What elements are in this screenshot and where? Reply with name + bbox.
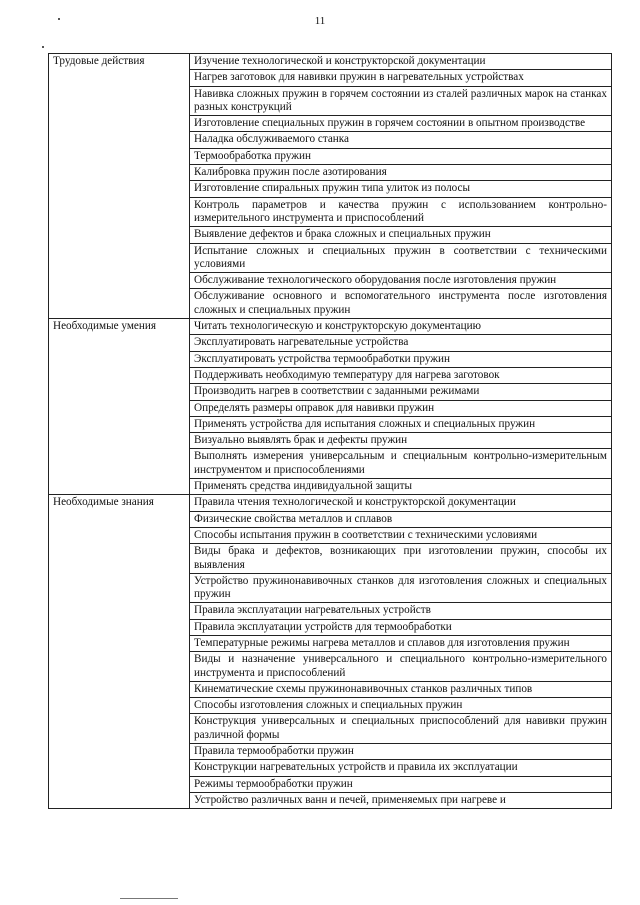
item-cell	[190, 449, 612, 479]
item-cell	[190, 698, 612, 714]
item-cell	[190, 495, 612, 511]
item-text: Виды и назначение универсального и специального контрольно-измерительного инструмента и приспособлений	[194, 653, 607, 679]
section-title-cell	[49, 54, 190, 319]
item-text: Конструкция универсальных и специальных приспособлений для навивки пружин различной формы	[194, 715, 607, 741]
item-text: Визуально выявлять брак и дефекты пружин	[194, 434, 408, 447]
item-cell	[190, 54, 612, 70]
item-cell	[190, 573, 612, 603]
item-text: Термообработка пружин	[194, 149, 311, 162]
table-row	[49, 495, 612, 511]
item-text: Калибровка пружин после азотирования	[194, 166, 387, 179]
item-text: Изготовление специальных пружин в горячем состоянии в опытном производстве	[194, 117, 586, 130]
item-cell	[190, 635, 612, 651]
item-cell	[190, 70, 612, 86]
item-text: Правила термообработки пружин	[194, 745, 354, 758]
item-text: Правила эксплуатации нагревательных устройств	[194, 604, 431, 617]
section-title: Трудовые действия	[53, 55, 145, 67]
item-text: Виды брака и дефектов, возникающих при изготовлении пружин, способы их выявления	[194, 545, 607, 571]
item-text: Устройство различных ванн и печей, применяемых при нагреве и	[194, 793, 506, 806]
section-title: Необходимые умения	[53, 320, 156, 333]
item-text: Эксплуатировать устройства термообработки пружин	[194, 352, 450, 365]
item-text: Температурные режимы нагрева металлов и сплавов для изготовления пружин	[194, 636, 570, 649]
item-cell	[190, 776, 612, 792]
item-cell	[190, 714, 612, 744]
item-text: Обслуживание технологического оборудования после изготовления пружин	[194, 274, 557, 287]
item-text: Выполнять измерения универсальным и специальным контрольно-измерительным инструментом и приспособлениями	[194, 450, 607, 476]
item-text: Изготовление спиральных пружин типа улиток из полосы	[194, 182, 471, 195]
item-cell	[190, 681, 612, 697]
item-cell	[190, 319, 612, 335]
section-title-cell	[49, 495, 190, 809]
table-body	[49, 54, 612, 809]
item-text: Наладка обслуживаемого станка	[194, 133, 350, 146]
item-text: Выявление дефектов и брака сложных и специальных пружин	[194, 228, 491, 241]
item-cell	[190, 227, 612, 243]
item-text: Кинематические схемы пружинонавивочных станков различных типов	[194, 682, 533, 695]
item-text: Применять средства индивидуальной защиты	[194, 480, 413, 493]
item-cell	[190, 384, 612, 400]
item-cell	[190, 367, 612, 383]
item-cell	[190, 619, 612, 635]
item-text: Эксплуатировать нагревательные устройства	[194, 336, 409, 349]
section-title: Необходимые знания	[53, 496, 154, 509]
item-cell	[190, 273, 612, 289]
page-number: 11	[314, 15, 326, 27]
scan-speck	[42, 46, 44, 48]
item-text: Обслуживание основного и вспомогательного инструмента после изготовления сложных и специальных пружин	[194, 290, 607, 316]
activities-table	[48, 53, 612, 809]
item-cell	[190, 544, 612, 574]
item-cell	[190, 400, 612, 416]
item-cell	[190, 335, 612, 351]
item-cell	[190, 511, 612, 527]
table-row	[49, 54, 612, 70]
item-cell	[190, 479, 612, 495]
section-title-cell	[49, 319, 190, 495]
item-text: Изучение технологической и конструкторской документации	[194, 55, 486, 67]
item-cell	[190, 132, 612, 148]
item-cell	[190, 148, 612, 164]
item-text: Читать технологическую и конструкторскую документацию	[194, 320, 481, 333]
item-text: Применять устройства для испытания сложных и специальных пружин	[194, 417, 536, 430]
item-text: Правила эксплуатации устройств для термообработки	[194, 620, 452, 633]
item-text: Режимы термообработки пружин	[194, 777, 353, 790]
item-text: Определять размеры оправок для навивки пружин	[194, 401, 435, 414]
scan-speck	[58, 18, 60, 20]
item-text: Производить нагрев в соответствии с заданными режимами	[194, 385, 480, 398]
item-cell	[190, 603, 612, 619]
item-text: Способы изготовления сложных и специальных пружин	[194, 699, 463, 712]
item-cell	[190, 652, 612, 682]
table-row	[49, 319, 612, 335]
item-text: Правила чтения технологической и конструкторской документации	[194, 496, 516, 509]
item-cell	[190, 527, 612, 543]
item-text: Контроль параметров и качества пружин с использованием контрольно-измерительного инструмента и приспособлений	[194, 198, 607, 224]
item-text: Физические свойства металлов и сплавов	[194, 512, 393, 525]
item-cell	[190, 86, 612, 116]
item-cell	[190, 433, 612, 449]
scan-line	[120, 898, 178, 899]
item-cell	[190, 165, 612, 181]
item-cell	[190, 289, 612, 319]
item-text: Поддерживать необходимую температуру для нагрева заготовок	[194, 368, 500, 381]
item-cell	[190, 351, 612, 367]
item-text: Навивка сложных пружин в горячем состоянии из сталей различных марок на станках разных конструкций	[194, 87, 607, 113]
item-cell	[190, 181, 612, 197]
item-text: Испытание сложных и специальных пружин в соответствии с техническими условиями	[194, 244, 607, 270]
item-cell	[190, 416, 612, 432]
item-cell	[190, 243, 612, 273]
item-cell	[190, 744, 612, 760]
item-text: Устройство пружинонавивочных станков для изготовления сложных и специальных пружин	[194, 574, 607, 601]
item-text: Нагрев заготовок для навивки пружин в нагревательных устройствах	[194, 71, 524, 84]
item-text: Конструкции нагревательных устройств и правила их эксплуатации	[194, 761, 518, 774]
item-text: Способы испытания пружин в соответствии с техническими условиями	[194, 528, 538, 541]
item-cell	[190, 760, 612, 776]
item-cell	[190, 792, 612, 808]
item-cell	[190, 197, 612, 227]
item-cell	[190, 116, 612, 132]
